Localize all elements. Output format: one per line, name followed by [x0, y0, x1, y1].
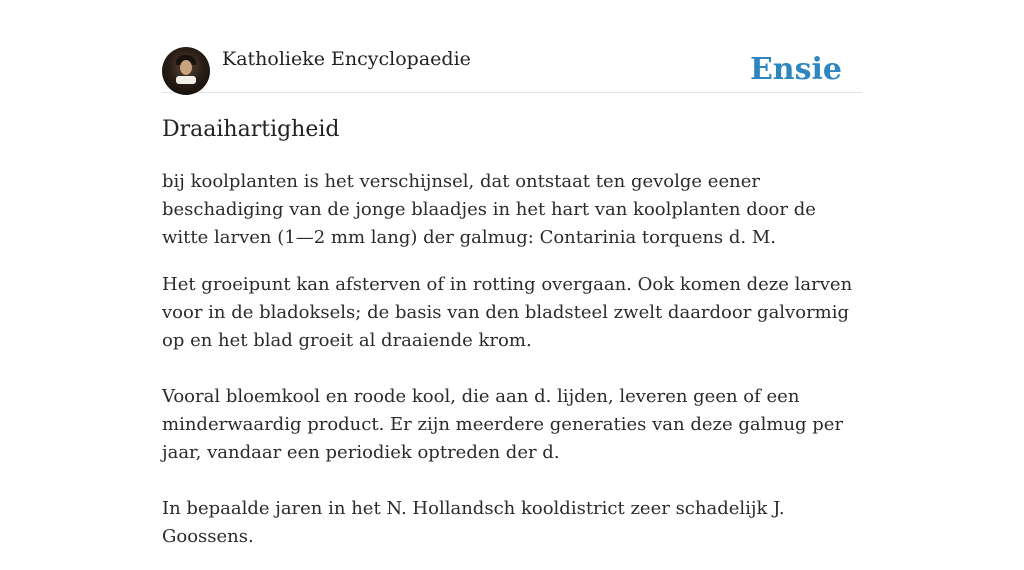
article-body [162, 168, 862, 570]
site-name-link[interactable]: Katholieke Encyclopaedie [222, 48, 471, 70]
brand-logo[interactable]: Ensie [749, 52, 842, 87]
article-paragraph: In bepaalde jaren in het N. Hollandsch kooldistrict zeer schadelijk J. Goossens. [162, 498, 785, 547]
article-paragraph: Het groeipunt kan afsterven of in rotting overgaan. Ook komen deze larven voor in de bladoksels; de basis van den bladsteel zwelt daardoor galvormig op en het blad groeit al draaiende krom. [162, 274, 853, 351]
article-paragraph: Vooral bloemkool en roode kool, die aan d. lijden, leveren geen of een minderwaardig product. Er zijn meerdere generaties van deze galmug per jaar, vandaar een periodiek optreden der d. [162, 386, 844, 463]
avatar[interactable] [162, 47, 210, 95]
site-header [162, 47, 862, 93]
page-title: Draaihartigheid [162, 117, 340, 142]
article-paragraph: bij koolplanten is het verschijnsel, dat ontstaat ten gevolge eener beschadiging van de jonge blaadjes in het hart van koolplanten door de witte larven (1—2 mm lang) der galmug: Contarinia torquens d. M. [162, 171, 816, 248]
avatar-collar [176, 76, 196, 84]
avatar-face [180, 60, 192, 75]
